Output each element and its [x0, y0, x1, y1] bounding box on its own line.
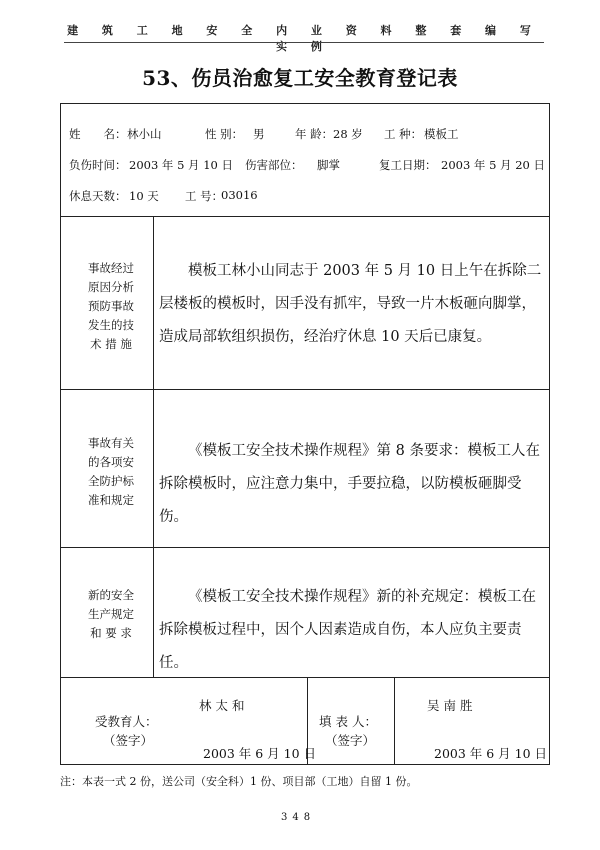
educatee-name: 林 太 和: [199, 698, 245, 713]
section-content-safety-standards: 《模板工安全技术操作规程》第 8 条要求：模板工人在拆除模板时，应注意力集中，手要拉稳，以防模板砸脚受伤。: [159, 443, 540, 525]
running-header: 建 筑 工 地 安 全 内 业 资 料 整 套 编 写 实 例: [67, 24, 541, 53]
row-divider-section-2: [61, 547, 549, 548]
injury-site-label: 伤害部位：: [245, 158, 303, 172]
filler-date: 2003 年 6 月 10 日: [434, 746, 548, 761]
section-label-accident-cause: 事故经过 原因分析 预防事故 发生的技 术 措 施: [88, 261, 134, 351]
footnote: 注：本表一式 2 份，送公司（安全科）1 份、项目部（工地）自留 1 份。: [60, 775, 418, 788]
rest-days-value: 10 天: [129, 189, 159, 203]
section-label-safety-standards: 事故有关 的各项安 全防护标 准和规定: [88, 436, 134, 507]
section-label-new-requirements: 新的安全 生产规定 和 要 求: [88, 588, 134, 640]
name-value: 林小山: [127, 127, 162, 141]
row-divider-section-1: [61, 389, 549, 390]
injury-time-value: 2003 年 5 月 10 日: [129, 158, 233, 172]
filler-sign-note: （签字）: [325, 733, 376, 748]
job-number-label: 工 号：: [185, 189, 224, 203]
name-label: 姓 名：: [69, 127, 127, 141]
section-content-accident-cause: 模板工林小山同志于 2003 年 5 月 10 日上午在拆除二层楼板的模板时，因手没有抓牢，导致一片木板砸向脚掌，造成局部软组织损伤，经治疗休息 10 天后已康复。: [159, 263, 542, 345]
return-date-label: 复工日期：: [379, 158, 437, 172]
gender-label: 性 别：: [205, 127, 244, 141]
registration-table: [60, 103, 550, 765]
signature-divider-2: [394, 677, 395, 765]
filler-label: 填 表 人：: [319, 714, 377, 729]
trade-value: 模板工: [424, 127, 459, 141]
educatee-sign-note: （签字）: [103, 733, 154, 748]
educatee-label: 受教育人：: [95, 714, 158, 729]
rest-days-label: 休息天数：: [69, 189, 127, 203]
document-title: 53、伤员治愈复工安全教育登记表: [142, 66, 458, 90]
page-number: 348: [281, 812, 316, 823]
trade-label: 工 种：: [384, 127, 423, 141]
age-value: 28 岁: [333, 127, 363, 141]
injury-time-label: 负伤时间：: [69, 158, 127, 172]
age-label: 年 龄：: [295, 127, 334, 141]
label-column-divider: [153, 216, 154, 677]
gender-value: 男: [253, 127, 265, 141]
return-date-value: 2003 年 5 月 20 日: [441, 158, 545, 172]
section-content-new-requirements: 《模板工安全技术操作规程》新的补充规定：模板工在拆除模板过程中，因个人因素造成自伤，本人应负主要责任。: [159, 589, 536, 671]
row-divider-info: [61, 216, 549, 217]
filler-name: 吴 南 胜: [427, 698, 473, 713]
educatee-date: 2003 年 6 月 10 日: [203, 746, 317, 761]
header-rule: [64, 42, 544, 43]
injury-site-value: 脚掌: [317, 158, 340, 172]
job-number-value: 03016: [221, 188, 258, 202]
